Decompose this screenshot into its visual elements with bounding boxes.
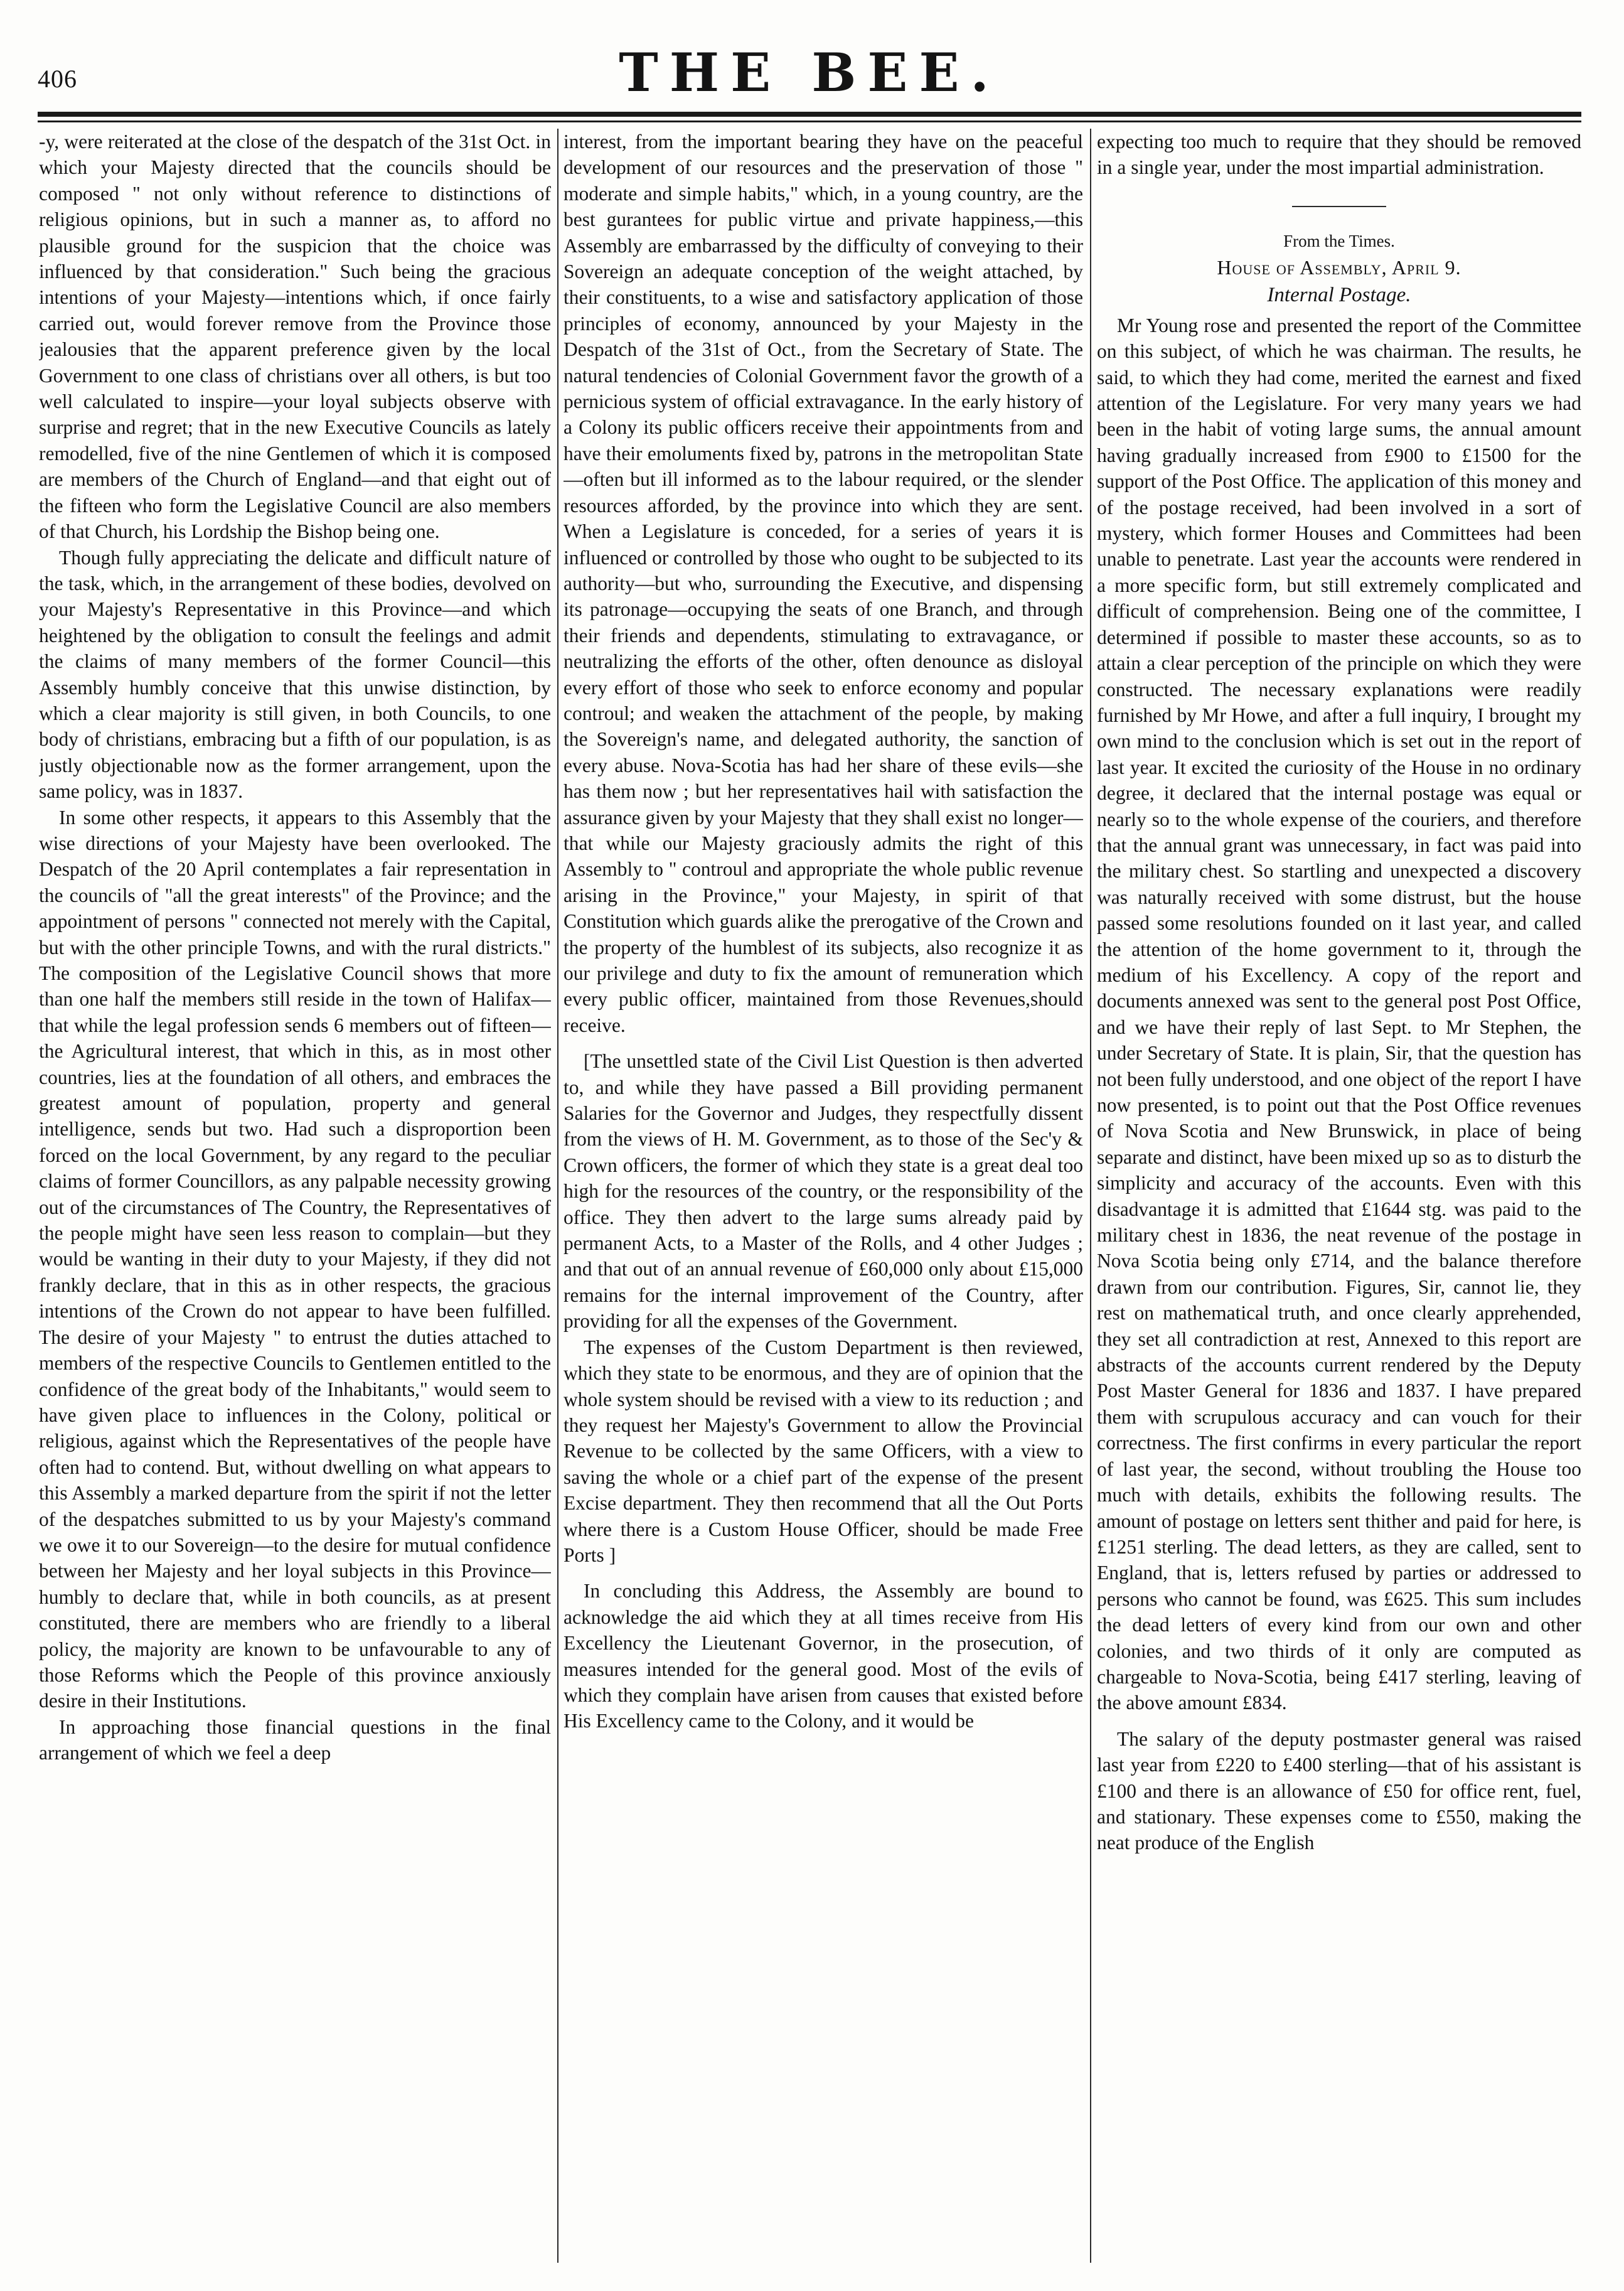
paragraph: expecting too much to require that they should be removed in a single year, under the most impartial administration.: [1097, 131, 1581, 179]
article-subtitle: Internal Postage.: [1267, 283, 1411, 306]
paragraph: [The unsettled state of the Civil List Question is then adverted to, and while they have passed a Bill providing permanent Salaries for the Governor and Judges, they respectfully dissent from the views of H. M. Government, as to those of the Sec'y & Crown officers, the former of which they state is a great deal too high for the resources of the country, or the responsibility of the office. They then advert to the large sums already paid by permanent Acts, to a Master of the Rolls, and 4 other Judges ; and that out of an annual revenue of £60,000 only about £15,000 remains for the internal improvement of the Country, after providing for all the expenses of the Government.: [564, 1050, 1083, 1333]
column-3: [1097, 129, 1581, 2263]
newspaper-title: THE BEE.: [619, 41, 1000, 104]
column-divider: [557, 129, 558, 2263]
paragraph: The salary of the deputy postmaster general was raised last year from £220 to £400 sterling—that of his assistant is £100 and there is an allowance of £50 for office rent, fuel, and stationary. These expenses come to £550, making the neat produce of the English: [1097, 1727, 1581, 1854]
section-separator-rule: [1292, 206, 1386, 207]
column-2: [564, 129, 1083, 2263]
masthead: [38, 38, 1581, 113]
column-1: [39, 129, 551, 2263]
masthead-rule-thick: [38, 112, 1581, 117]
paragraph: The expenses of the Custom Department is then reviewed, which they state to be enormous, and they are of opinion that the whole system should be revised with a view to its reduction ; and they request her Majesty's Government to allow the Provincial Revenue to be collected by the same Officers, with a view to saving the whole or a chief part of the expense of the present Excise department. They then recommend that all the Out Ports where there is a Custom House Officer, should be made Free Ports ]: [564, 1336, 1083, 1566]
article-section-title: House of Assembly, April 9.: [1217, 255, 1461, 279]
paragraph: In approaching those financial questions in the final arrangement of which we feel a deep: [39, 1715, 551, 1764]
paragraph: -y, were reiterated at the close of the despatch of the 31st Oct. in which your Majesty directed that the councils should be composed " not only without reference to distinctions of religious opinions, but in such a manner as, to afford no plausible ground for the suspicion that the choice was influenced by that consideration." Such being the gracious intentions of your Majesty—intentions which, if once fairly carried out, would forever remove from the Province those jealousies that the apparent preference given by the local Government to one class of christians over all others, is but too well calculated to inspire—your loyal subjects observe with surprise and regret; that in the new Executive Councils as lately remodelled, five of the nine Gentlemen of which it is composed are members of the Church of England—and that eight out of the fifteen who form the Legislative Council are also members of that Church, his Lordship the Bishop being one.: [39, 131, 551, 543]
text-columns: [39, 129, 1581, 2263]
paragraph: In some other respects, it appears to this Assembly that the wise directions of your Majesty have been overlooked. The Despatch of the 20 April contemplates a fair representation in the councils of "all the great interests" of the Province; and the appointment of persons " connected not merely with the Capital, but with the other principle Towns, and with the rural districts." The composition of the Legislative Council shows that more than one half the members still reside in the town of Halifax—that while the legal profession sends 6 members out of fifteen—the Agricultural interest, that which in this, as in most other countries, lies at the foundation of all others, and embraces the greatest amount of population, property and general intelligence, sends but two. Had such a disproportion been forced on the local Government, by any regard to the peculiar claims of former Councillors, as any palpable necessity growing out of the circumstances of The Country, the Representatives of the people might have seen less reason to complain—but they would be wanting in their duty to your Majesty, if they did not frankly declare, that in this as in other respects, the gracious intentions of the Crown do not appear to have been fulfilled. The desire of your Majesty " to entrust the duties attached to members of the respective Councils to Gentlemen entitled to the confidence of the great body of the Inhabitants," would seem to have given place to influences in the Colony, political or religious, against which the Representatives of the people have often had to contend. But, without dwelling on what appears to this Assembly a marked departure from the spirit if not the letter of the despatches submitted to us by your Majesty's command we owe it to our Sovereign—to the desire for mutual confidence between her Majesty and her loyal subjects in this Province—humbly to declare that, while in both councils, as at present constituted, there are members who are friendly to a liberal policy, the majority are known to be unfavourable to any of those Reforms which the People of this province anxiously desire in their Institutions.: [39, 806, 551, 1712]
masthead-rule-thin: [38, 121, 1581, 122]
paragraph: In concluding this Address, the Assembly are bound to acknowledge the aid which they at all times receive from His Excellency the Lieutenant Governor, in the prosecution, of measures intended for the general good. Most of the evils of which they complain have arisen from causes that existed before His Excellency came to the Colony, and it would be: [564, 1580, 1083, 1732]
paragraph: Though fully appreciating the delicate and difficult nature of the task, which, in the arrangement of these bodies, devolved on your Majesty's Representative in this Province—and which heightened by the obligation to consult the feelings and admit the claims of many members of the former Council—this Assembly humbly conceive that this unwise distinction, by which a clear majority is still given, in both Councils, to one body of christians, embracing but a fifth of our population, is as justly objectionable now as the former arrangement, upon the same policy, was in 1837.: [39, 546, 551, 803]
paragraph: interest, from the important bearing they have on the peaceful development of our resources and the preservation of those " moderate and simple habits," which, in a young country, are the best gurantees for public virtue and private happiness,—this Assembly are embarrassed by the difficulty of conveying to their Sovereign an adequate conception of the weight attached, by their constituents, to a wise and satisfactory application of those principles of economy, announced by your Majesty in the Despatch of the 31st of Oct., from the Secretary of State. The natural tendencies of Colonial Government favor the growth of a pernicious system of official extravagance. In the early history of a Colony its public officers receive their appointments from and have their emoluments fixed by, patrons in the metropolitan State—often but ill informed as to the labour required, or the slender resources afforded, by the province into which they are sent. When a Legislature is conceded, for a series of years it is influenced or controlled by those who ought to be subjected to its authority—but who, surrounding the Executive, and dispensing its patronage—occupying the seats of one Branch, and through their friends and dependents, stimulating to extravagance, or neutralizing the efforts of the other, often denounce as disloyal every effort of those who seek to enforce economy and popular controul; and weaken the attachment of the people, by making the Sovereign's name, and delegated authority, the sanction of every abuse. Nova-Scotia has had her share of these evils—she has them now ; but her representatives hail with satisfaction the assurance given by your Majesty that they shall exist no longer—that while our Majesty graciously admits the right of this Assembly to " controul and appropriate the whole public revenue arising in the Province," your Majesty, in spirit of that Constitution which guards alike the prerogative of the Crown and the property of the humblest of its subjects, also recognize it as our privilege and duty to fix the amount of remuneration which every public officer, maintained from those Revenues,should receive.: [564, 131, 1083, 1036]
column-divider: [1090, 129, 1091, 2263]
page-number: 406: [38, 65, 77, 93]
paragraph: Mr Young rose and presented the report of the Committee on this subject, of which he was chairman. The results, he said, to which they had come, merited the earnest and fixed attention of the Legislature. For very many years we had been in the habit of voting large sums, the annual amount having gradually increased from £900 to £1500 for the support of the Post Office. The application of this money and of the postage received, had been involved in a sort of mystery, which former Houses and Committees had been unable to penetrate. Last year the accounts were rendered in a more specific form, but still extremely complicated and difficult of comprehension. Being one of the committee, I determined if possible to master these accounts, so as to attain a clear perception of the principle on which they were constructed. The necessary explanations were readily furnished by Mr Howe, and after a full inquiry, I brought my own mind to the conclusion which is set out in the report of last year. It excited the curiosity of the House in no ordinary degree, it declared that the internal postage was equal or nearly so to the whole expense of the couriers, and therefore that the annual grant was unnecessary, in fact was paid into the military chest. So startling and unexpected a discovery was naturally received with some distrust, but the house passed some resolutions founded on it last year, and called the attention of the home government to it, through the medium of his Excellency. A copy of the report and documents annexed was sent to the general post Post Office, and we have their reply of last Sept. to Mr Stephen, the under Secretary of State. It is plain, Sir, that the question has not been fully understood, and one object of the report I have now presented, is to point out that the Post Office revenues of Nova Scotia and New Brunswick, in place of being separate and distinct, have been mixed up so as to disturb the simplicity and accuracy of the accounts. Even with this disadvantage it is admitted that £1644 stg. was paid to the military chest in 1836, the neat revenue of the postage in Nova Scotia being only £714, and the balance therefore drawn from our contribution. Figures, Sir, cannot lie, they rest on mathematical truth, and once clearly apprehended, they set all contradiction at rest, Annexed to this report are abstracts of the accounts current rendered by the Deputy Post Master General for 1836 and 1837. I have prepared them with scrupulous accuracy and can vouch for their correctness. The first confirms in every particular the report of last year, the second, without troubling the House too much with details, exhibits the following results. The amount of postage on letters sent thither and paid for here, is £1251 sterling. The dead letters, as they are called, sent to England, that is, letters refused by parties or addressed to persons who cannot be found, was £625. This sum includes the dead letters of every kind from our own and other colonies, and two thirds of it only are computed as chargeable to Nova-Scotia, being £417 sterling, leaving of the above amount £834.: [1097, 314, 1581, 1714]
article-source: From the Times.: [1283, 231, 1395, 250]
